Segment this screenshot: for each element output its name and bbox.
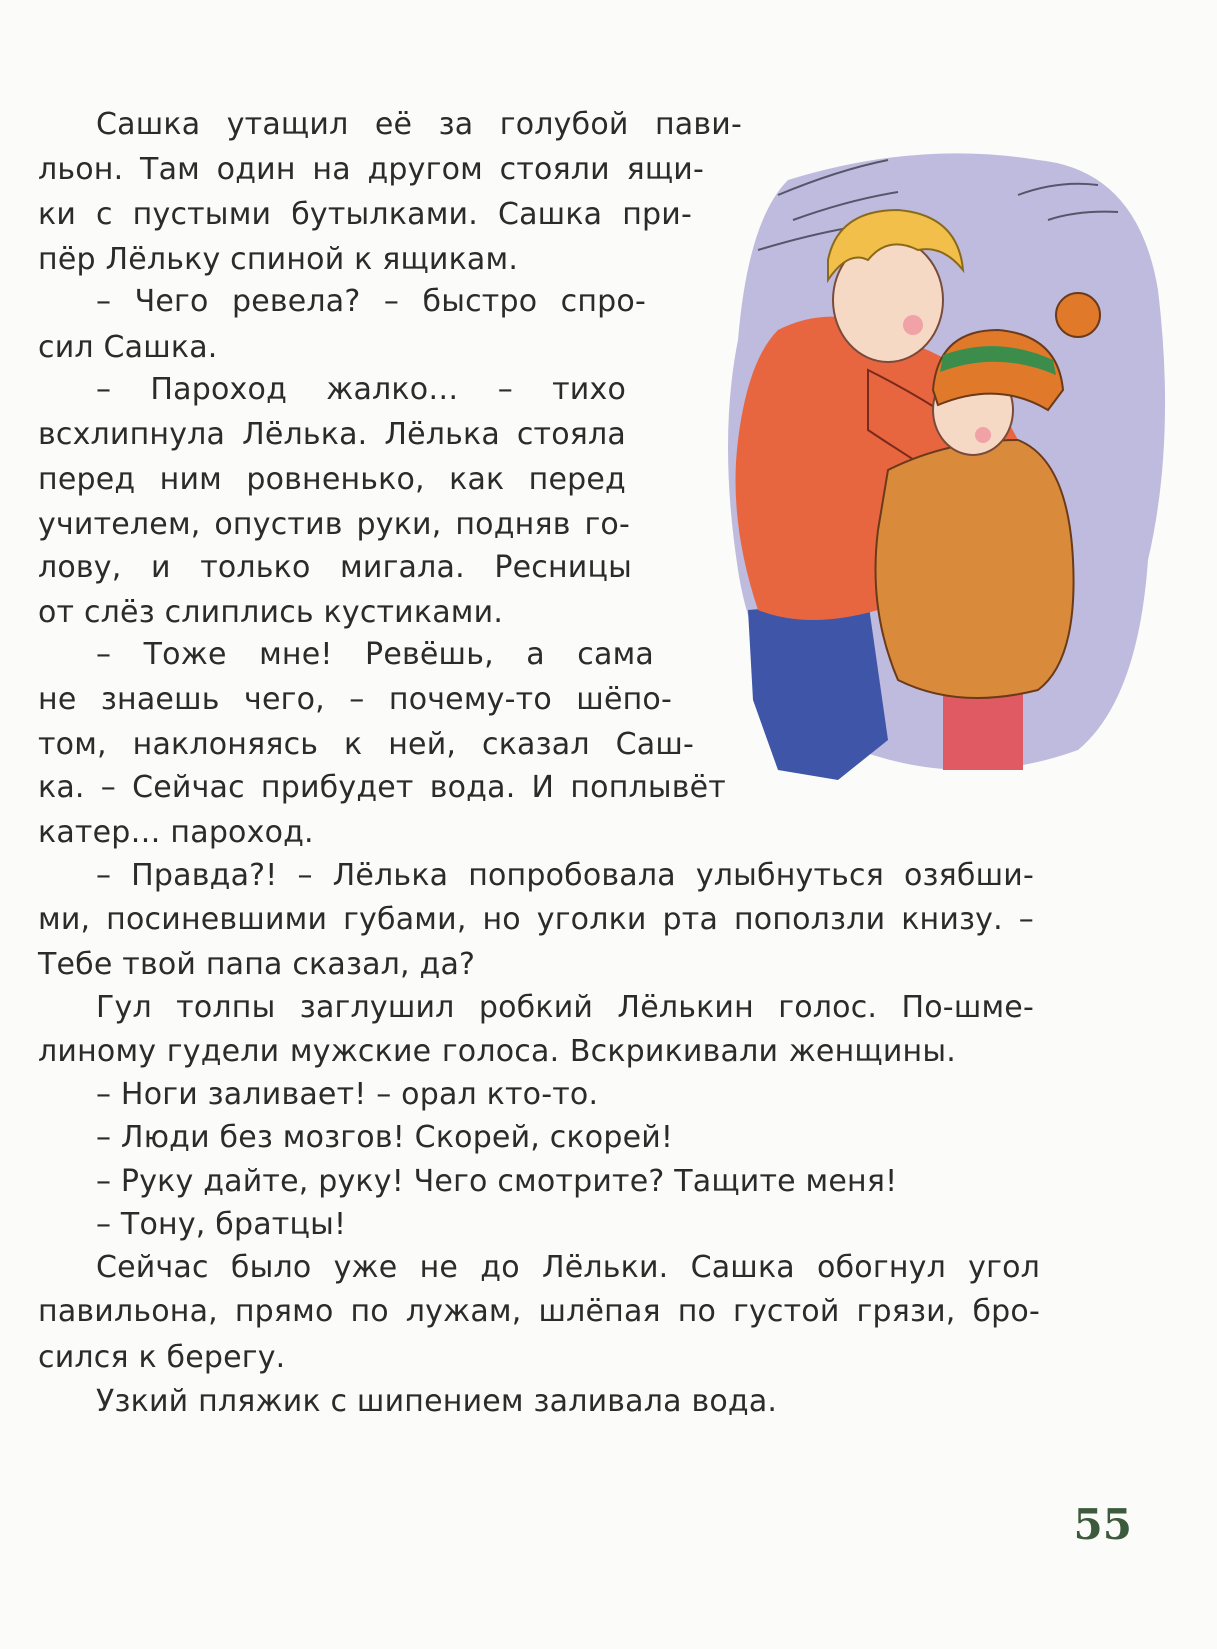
text-line: учителем, опустив руки, подняв го- [38, 507, 630, 542]
text-line: катер… пароход. [38, 815, 314, 850]
text-line: павильона, прямо по лужам, шлёпая по густой грязи, бро- [38, 1294, 1040, 1329]
text-line: перед ним ровненько, как перед [38, 462, 626, 497]
text-line: не знаешь чего, – почему-то шёпо- [38, 682, 672, 717]
text-line: от слёз слиплись кустиками. [38, 595, 504, 630]
text-line: – Ноги заливает! – орал кто-то. [96, 1077, 599, 1112]
text-line: Сейчас было уже не до Лёльки. Сашка обогнул угол [96, 1250, 1040, 1285]
text-line: том, наклоняясь к ней, сказал Саш- [38, 727, 694, 762]
text-line: – Тоже мне! Ревёшь, а сама [96, 637, 654, 672]
page-number: 55 [1073, 1500, 1132, 1549]
text-line: – Тону, братцы! [96, 1207, 347, 1242]
text-line: сился к берегу. [38, 1340, 286, 1375]
text-line: всхлипнула Лёлька. Лёлька стояла [38, 417, 626, 452]
text-line: – Правда?! – Лёлька попробовала улыбнуться озябши- [96, 858, 1034, 893]
text-line: ки с пустыми бутылками. Сашка при- [38, 197, 692, 232]
text-line: – Пароход жалко… – тихо [96, 372, 626, 407]
text-line: Гул толпы заглушил робкий Лёлькин голос. По-шме- [96, 990, 1034, 1025]
text-line: – Руку дайте, руку! Чего смотрите? Тащите меня! [96, 1164, 898, 1199]
text-line: ка. – Сейчас прибудет вода. И поплывёт [38, 770, 726, 805]
text-line: лову, и только мигала. Ресницы [38, 550, 632, 585]
text-line: Узкий пляжик с шипением заливала вода. [96, 1384, 778, 1419]
text-line: Сашка утащил её за голубой пави- [96, 107, 742, 142]
text-line: – Люди без мозгов! Скорей, скорей! [96, 1120, 674, 1155]
text-line: сил Сашка. [38, 330, 218, 365]
text-line: ми, посиневшими губами, но уголки рта поползли книзу. – [38, 902, 1034, 937]
boy-and-girl-illustration [718, 140, 1176, 800]
text-line: пёр Лёльку спиной к ящикам. [38, 242, 519, 277]
text-line: льон. Там один на другом стояли ящи- [38, 152, 704, 187]
text-line: – Чего ревела? – быстро спро- [96, 284, 646, 319]
text-line: Тебе твой папа сказал, да? [38, 947, 476, 982]
text-line: линому гудели мужские голоса. Вскрикивали женщины. [38, 1034, 956, 1069]
